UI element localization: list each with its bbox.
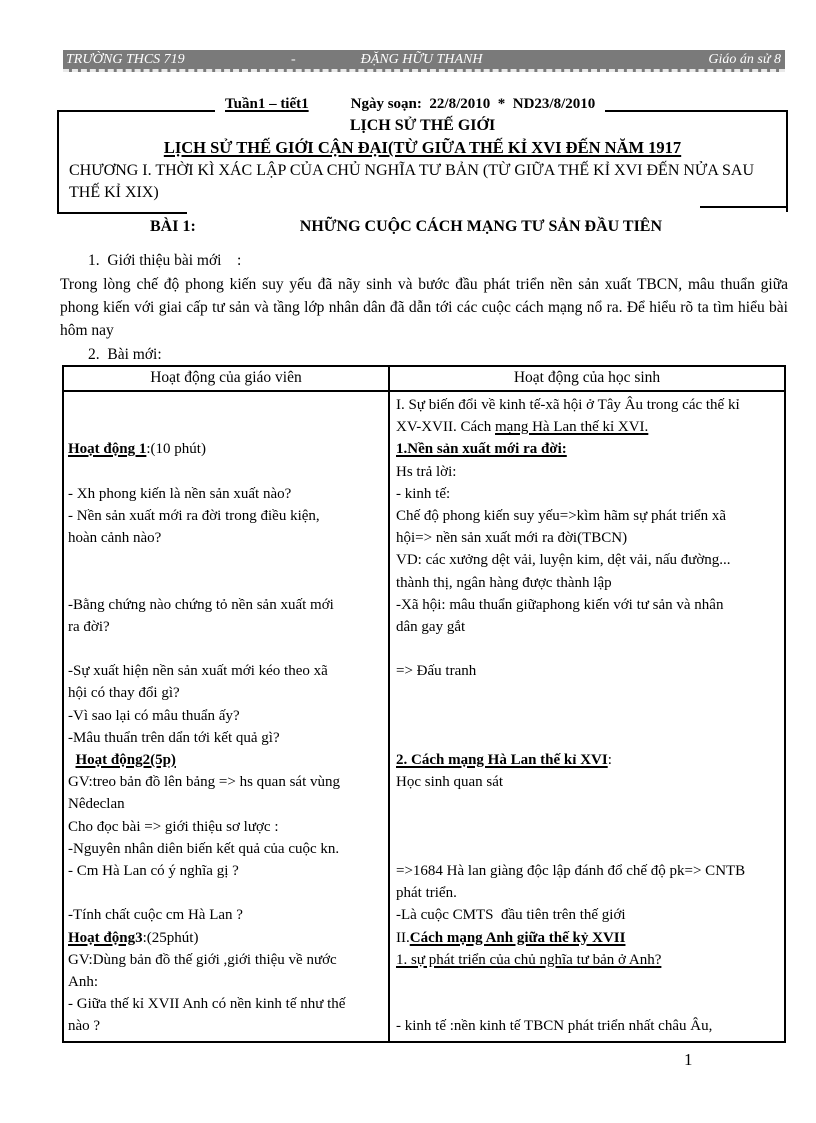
- text-segment: Nêdeclan: [68, 796, 125, 813]
- text-segment: Hoạt động: [68, 929, 136, 946]
- text-segment: II.: [396, 929, 410, 946]
- text-segment: 2. Cách mạng Hà Lan thế kỉ XVI: [396, 752, 608, 768]
- student-activities-header: Hoạt động của học sinh: [513, 369, 661, 386]
- text-segment: Cách mạng Anh giữa thế kỷ XVII: [409, 929, 626, 946]
- header-doc-label: Giáo án sử 8: [708, 52, 781, 67]
- table-text-line: [68, 860, 386, 882]
- prepared-date-label: Ngày soạn: 22/8/2010 * ND23/8/2010: [350, 96, 596, 112]
- table-text-line: [68, 505, 386, 527]
- table-text-line: [396, 705, 782, 727]
- table-text-line: [396, 749, 782, 771]
- text-segment: :(25phút): [142, 929, 199, 946]
- chapter-title: CHƯƠNG I. THỜI KÌ XÁC LẬP CỦA CHỦ NGHĨA TƯ BẢN (TỪ GIỮA THẾ KỈ XVI ĐẾN NỬA SAU THẾ KỈ XIX): [69, 162, 755, 201]
- table-text-line: [396, 1015, 782, 1037]
- page-number: 1: [684, 1050, 693, 1069]
- table-text-line: [68, 416, 386, 438]
- table-text-line: [396, 616, 782, 638]
- text-segment: 3: [135, 929, 143, 946]
- text-segment: - Xh phong kiến là nền sản xuất nào?: [68, 485, 292, 502]
- text-segment: -Vì sao lại có mâu thuẩn ấy?: [68, 707, 240, 724]
- table-text-line: [68, 682, 386, 704]
- text-segment: 1.Nền sản xuất mới ra đời:: [396, 441, 567, 458]
- text-segment: nào ?: [68, 1018, 101, 1035]
- table-text-line: [396, 971, 782, 993]
- week-period-label: Tuần1 – tiết1: [225, 96, 309, 112]
- text-segment: hội=> nền sản xuất mới ra đời(TBCN): [396, 530, 628, 547]
- table-text-line: [68, 549, 386, 571]
- text-segment: -Bằng chứng nào chứng tỏ nền sản xuất mới: [68, 596, 334, 613]
- table-text-line: [68, 394, 386, 416]
- text-segment: => Đấu tranh: [396, 663, 477, 680]
- teacher-activities-header: Hoạt động của giáo viên: [64, 367, 390, 390]
- text-segment: phát triển.: [396, 885, 457, 902]
- text-segment: - kinh tế :nền kinh tế TBCN phát triển nhất châu Âu,: [396, 1018, 713, 1035]
- table-text-line: [68, 1015, 386, 1037]
- text-segment: dân gay gắt: [396, 618, 466, 635]
- text-segment: Cho đọc bài => giới thiệu sơ lược :: [68, 818, 279, 835]
- table-text-line: [396, 727, 782, 749]
- table-text-line: [68, 816, 386, 838]
- text-segment: - Cm Hà Lan có ý nghĩa gị ?: [68, 862, 239, 879]
- table-text-line: [396, 549, 782, 571]
- table-text-line: [68, 749, 386, 771]
- table-text-line: [396, 793, 782, 815]
- table-text-line: [396, 416, 782, 438]
- text-segment: Hoạt động2(5p): [75, 752, 176, 768]
- table-text-line: [396, 438, 782, 460]
- text-segment: I. Sự biến đổi về kinh tế-xã hội ở Tây Âu trong các thế kỉ: [396, 397, 740, 413]
- table-text-line: [68, 771, 386, 793]
- text-segment: -Xã hội: mâu thuẩn giữaphong kiến với tư sản và nhân: [396, 596, 724, 613]
- table-text-line: [68, 438, 386, 460]
- running-header-bar: [63, 50, 785, 72]
- table-body-row: [64, 392, 784, 1041]
- text-segment: -Tính chất cuộc cm Hà Lan ?: [68, 907, 243, 924]
- table-text-line: [396, 882, 782, 904]
- table-text-line: [396, 527, 782, 549]
- header-separator: -: [291, 52, 296, 67]
- header-school-name: TRƯỜNG THCS 719: [66, 52, 185, 67]
- text-segment: Hoạt động 1: [68, 441, 147, 458]
- table-text-line: [68, 993, 386, 1015]
- text-segment: ra đời?: [68, 618, 110, 635]
- teacher-activities-cell: [64, 392, 390, 1041]
- table-text-line: [396, 572, 782, 594]
- table-text-line: [396, 461, 782, 483]
- student-activities-cell: [390, 392, 784, 1041]
- text-segment: XV-XVII. Cách: [396, 419, 496, 436]
- text-segment: -Là cuộc CMTS đầu tiên trên thế giới: [396, 907, 626, 924]
- table-text-line: [68, 838, 386, 860]
- lesson-number-label: BÀI 1:: [150, 218, 196, 235]
- text-segment: thành thị, ngân hàng được thành lập: [396, 574, 612, 591]
- table-text-line: [396, 771, 782, 793]
- lesson-title-row: [150, 218, 788, 236]
- table-text-line: [68, 594, 386, 616]
- text-segment: -Nguyên nhân diên biến kết quả của cuộc kn.: [68, 840, 340, 857]
- text-segment: Hs trả lời:: [396, 463, 457, 480]
- course-subtitle: LỊCH SỬ THẾ GIỚI CẬN ĐẠI(TỪ GIỮA THẾ KỈ XVI ĐẾN NĂM 1917: [163, 138, 682, 157]
- text-segment: -Mâu thuẩn trên dẩn tới kết quả gì?: [68, 729, 280, 746]
- activities-table: [62, 365, 786, 1043]
- table-text-line: [396, 949, 782, 971]
- table-text-line: [396, 682, 782, 704]
- table-text-line: [396, 483, 782, 505]
- text-segment: [68, 752, 76, 768]
- text-segment: VD: các xưởng dệt vải, luyện kim, dệt vải, nấu đường...: [396, 552, 731, 569]
- table-text-line: [396, 660, 782, 682]
- intro-item-1: 1. Giới thiệu bài mới :: [88, 252, 242, 269]
- text-segment: Học sinh quan sát: [396, 774, 504, 791]
- text-segment: hoàn cảnh nào?: [68, 530, 162, 547]
- text-segment: hội có thay đổi gì?: [68, 685, 180, 702]
- table-text-line: [68, 971, 386, 993]
- table-text-line: [68, 705, 386, 727]
- text-segment: - Nền sản xuất mới ra đời trong điều kiện,: [68, 507, 320, 524]
- text-segment: GV:Dùng bản đồ thế giới ,giới thiệu về nước: [68, 951, 337, 968]
- table-text-line: [68, 927, 386, 949]
- table-text-line: [68, 483, 386, 505]
- title-area: [57, 95, 788, 236]
- text-segment: - Giữa thế kỉ XVII Anh có nền kinh tế như thế: [68, 996, 346, 1013]
- text-segment: :(10 phút): [146, 441, 206, 458]
- table-text-line: [396, 860, 782, 882]
- intro-paragraph: Trong lòng chế độ phong kiến suy yếu đã nãy sinh và bước đầu phát triển nền sản xuất TBCN, mâu thuẩn giữa phong kiến với giai cấp tư sản và tầng lớp nhân dân đã dẫn tới các cuộc cách mạng nổ ra. Để hiểu rõ ta tìm hiểu bài hôm nay: [60, 276, 788, 339]
- table-header-row: [64, 367, 784, 392]
- lesson-title: NHỮNG CUỘC CÁCH MẠNG TƯ SẢN ĐẦU TIÊN: [299, 218, 663, 235]
- table-text-line: [68, 572, 386, 594]
- table-text-line: [68, 616, 386, 638]
- text-segment: Anh:: [68, 973, 98, 990]
- table-text-line: [396, 993, 782, 1015]
- table-text-line: [68, 660, 386, 682]
- table-text-line: [68, 949, 386, 971]
- table-text-line: [68, 727, 386, 749]
- table-text-line: [68, 461, 386, 483]
- table-text-line: [396, 638, 782, 660]
- lesson-meta-text: [215, 96, 605, 112]
- text-segment: :: [607, 752, 612, 768]
- table-text-line: [68, 527, 386, 549]
- table-text-line: [396, 594, 782, 616]
- text-segment: GV:treo bản đồ lên bảng => hs quan sát vùng: [68, 774, 341, 791]
- table-text-line: [68, 882, 386, 904]
- text-segment: Chế độ phong kiến suy yếu=>kìm hãm sự phát triển xã: [396, 507, 726, 524]
- title-box: [57, 112, 788, 212]
- table-text-line: [396, 816, 782, 838]
- table-text-line: [396, 505, 782, 527]
- text-segment: mạng Hà Lan thế kỉ XVI.: [495, 419, 649, 436]
- table-text-line: [396, 838, 782, 860]
- table-text-line: [68, 793, 386, 815]
- table-text-line: [396, 394, 782, 416]
- text-segment: =>1684 Hà lan giàng độc lập đánh đổ chế độ pk=> CNTB: [396, 862, 746, 879]
- table-text-line: [68, 638, 386, 660]
- text-segment: -Sự xuất hiện nền sản xuất mới kéo theo xã: [68, 663, 328, 680]
- intro-item-2: 2. Bài mới:: [88, 346, 162, 363]
- header-teacher-name: ĐẶNG HỮU THANH: [360, 52, 483, 67]
- table-text-line: [68, 904, 386, 926]
- table-text-line: [396, 904, 782, 926]
- text-segment: 1. sự phát triển của chủ nghĩa tư bản ở Anh?: [396, 951, 662, 968]
- introduction-section: [60, 249, 788, 366]
- lesson-meta-row: [57, 95, 788, 112]
- table-text-line: [396, 927, 782, 949]
- course-title: LỊCH SỬ THẾ GIỚI: [349, 117, 496, 134]
- text-segment: - kinh tế:: [396, 485, 451, 502]
